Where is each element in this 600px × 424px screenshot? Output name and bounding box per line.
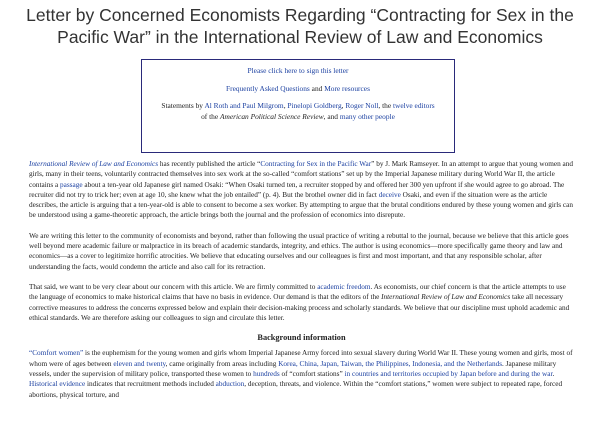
noll-link[interactable]: Roger Noll: [345, 101, 379, 110]
paragraph-text: ” by J. Mark Ramseyer. In an attempt to argue that young women and girls, many in their teens, voluntarily contracted themselves into sex work at the so-called “comfort stations” set up by the Imperial Japanese military during World War II, the article contains a: [29, 160, 573, 189]
and-text: and: [309, 83, 325, 93]
paragraph-text: is the euphemism for the young women and girls whom Imperial Japanese Army forced into sexual slavery during World War II. These young women and girls, most of whom were of ages between: [29, 349, 573, 368]
paragraph-3: [29, 282, 574, 323]
apsr-title: American Political Science Review: [220, 111, 324, 121]
sign-row: [142, 66, 454, 77]
sep-text: , the: [378, 101, 393, 110]
passage-link[interactable]: passage: [60, 180, 83, 189]
sep-text: , and: [323, 111, 340, 121]
journal-link[interactable]: [29, 160, 158, 168]
many-others-link[interactable]: many other people: [339, 111, 395, 121]
roth-milgrom-link[interactable]: Al Roth and Paul Milgrom: [204, 101, 284, 110]
paragraph-text: .: [552, 370, 555, 379]
links-box: [141, 59, 455, 153]
paragraph-text: . As economists, our chief concern is that the article attempts to use the language of economics to make historical claims that have no basis in evidence. Our demand is that the editors of the: [29, 282, 566, 302]
paragraph-text: of “comfort stations”: [279, 370, 345, 379]
letter-body: [29, 159, 574, 410]
page-title: Letter by Concerned Economists Regarding “Contracting for Sex in the Pacific War” in the International Review of Law and Economics: [26, 5, 574, 47]
journal-title: International Review of Law and Economics: [381, 293, 511, 302]
paragraph-2: We are writing this letter to the community of economists and beyond, rather than following the usual practice of writing a rebuttal to the journal, because we believe that this article goes well beyond mere academic failure or malpractice in its breach of academic standards, integrity, and ethics. The author is using economics—more specifically game theory and law and economics—as a cover to legitimize horrific atrocities. We believe that educating ourselves and our colleagues is first and most important, and that any responsible scholar, after understanding the facts, would condemn the article and also call for its retraction.: [29, 231, 569, 271]
more-resources-link[interactable]: More resources: [324, 83, 370, 93]
statements-prefix: Statements by: [161, 101, 205, 110]
hundreds-link[interactable]: hundreds: [253, 370, 280, 379]
article-link[interactable]: Contracting for Sex in the Pacific War: [260, 160, 372, 168]
goldberg-link[interactable]: Pinelopi Goldberg: [287, 101, 342, 110]
abduction-link[interactable]: abduction: [215, 380, 245, 389]
countries-link[interactable]: in countries and territories occupied by Japan before and during the war: [344, 370, 553, 379]
sep-text: of the: [201, 111, 220, 121]
deceive-link[interactable]: deceive: [378, 190, 401, 199]
paragraph-text: That said, we want to be very clear about our concern with this article. We are firmly committed to: [29, 282, 318, 291]
paragraph-text: take all necessary corrective measures to address the concerns expressed below and explain their decision-making process and scholarly standards. We believe that our discipline must uphold academic and ethical standards. We are therefore asking our colleagues to sign and circulate this letter.: [29, 293, 570, 322]
journal-title: International Review of Law and Economics: [29, 160, 159, 168]
twelve-editors-link[interactable]: twelve editors: [393, 101, 435, 110]
paragraph-text: has recently published the article “: [158, 160, 261, 168]
paragraph-1: [29, 159, 574, 221]
academic-freedom-link[interactable]: academic freedom: [317, 282, 371, 291]
areas-link[interactable]: Korea, China, Japan, Taiwan, the Philippines, Indonesia, and the Netherlands: [278, 359, 503, 368]
sign-letter-link[interactable]: Please click here to sign this letter: [247, 66, 349, 75]
faq-link[interactable]: Frequently Asked Questions: [226, 83, 310, 93]
ages-link[interactable]: eleven and twenty: [113, 359, 166, 368]
paragraph-text: . Japanese military vessels, under the supervision of military police, transported these women to: [29, 359, 557, 379]
sep-text: ,: [341, 101, 346, 110]
faq-row: [142, 84, 454, 95]
paragraph-text: Osaki, and even if the situation were as the article describes, the article is arguing that a ten-year-old is able to consent to become a sex worker. By attempting to argue that the brutal conditions endured by these young women and girls can be understood using a game-theoretic approach, the article brings both the journal and the profession of economics into disrepute.: [29, 190, 573, 220]
paragraph-4: [29, 348, 574, 399]
comfort-women-link[interactable]: “Comfort women”: [29, 349, 84, 358]
statements-row: [142, 101, 454, 122]
paragraph-text: about a ten-year old Japanese girl named Osaki: “When Osaki turned ten, a recruiter stopped by and offered her 300 yen upfront if she would agree to go abroad. The recruiter did not try to trick her; even at age 10, she knew what the job entailed” (p. 4). But the brothel owner did in fact: [29, 180, 565, 199]
sep-text: ,: [283, 101, 288, 110]
background-heading: Background information: [257, 333, 346, 343]
paragraph-text: , deception, threats, and violence. Within the “comfort stations,” women were subject to repeated rape, forced abortions, physical torture, and: [29, 380, 563, 399]
historical-evidence-link[interactable]: Historical evidence: [29, 380, 86, 389]
paragraph-text: , came originally from areas including: [165, 359, 279, 368]
paragraph-text: indicates that recruitment methods included: [85, 380, 216, 389]
